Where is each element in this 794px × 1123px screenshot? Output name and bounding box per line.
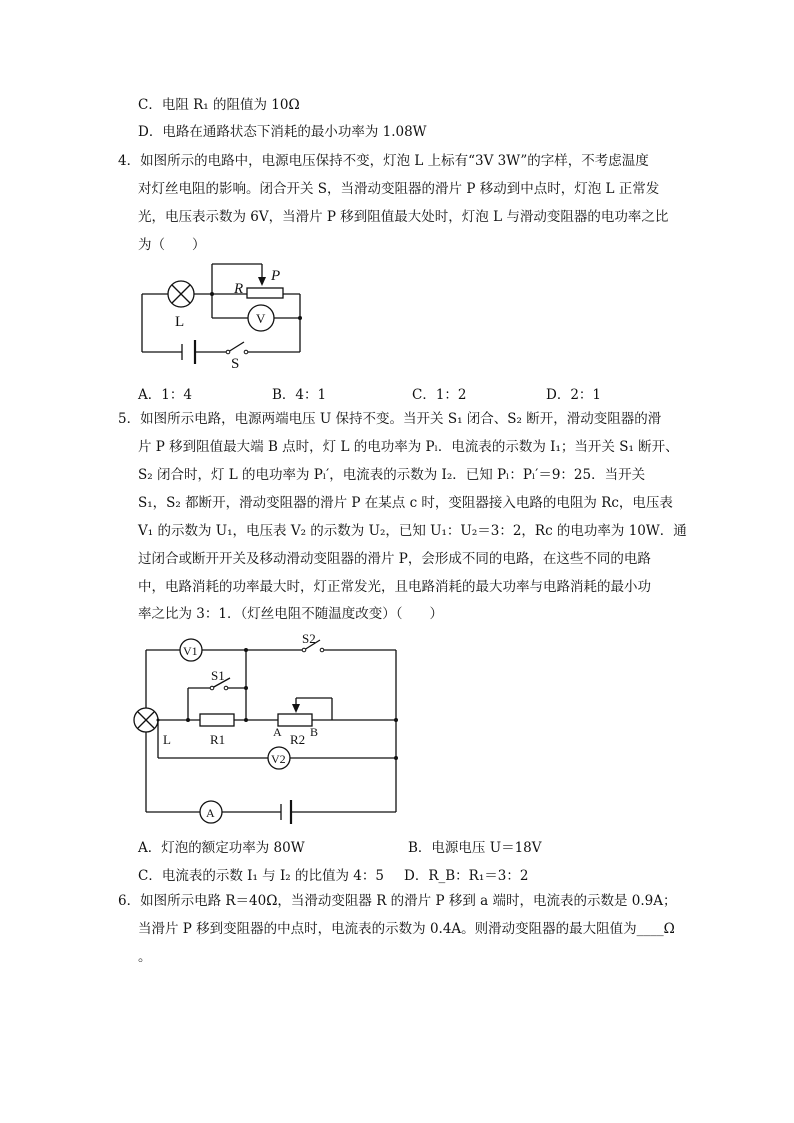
q5-label-a: A	[273, 725, 282, 739]
q5-option-d: D．R_B：R₁＝3：2	[404, 868, 529, 884]
q5-line-6: 过闭合或断开开关及移动滑动变阻器的滑片 P，会形成不同的电路，在这些不同的电路	[138, 551, 651, 567]
q6-line-2: 当滑片 P 移到变阻器的中点时，电流表的示数为 0.4A。则滑动变阻器的最大阻值为____Ω	[138, 921, 675, 937]
q5-line-7: 中，电路消耗的功率最大时，灯正常发光，且电路消耗的最大功率与电路消耗的最小功	[138, 579, 651, 595]
q5-line-8: 率之比为 3：1．（灯丝电阻不随温度改变）（ ）	[138, 606, 443, 622]
q5-option-c: C．电流表的示数 I₁ 与 I₂ 的比值为 4：5	[138, 868, 384, 884]
q5-label-s1: S1	[211, 668, 225, 683]
q5-line-1: 5．如图所示电路，电源两端电压 U 保持不变。当开关 S₁ 闭合、S₂ 断开，滑动变阻器的滑	[118, 411, 662, 427]
q4-label-s: S	[231, 356, 240, 372]
q4-label-v: V	[256, 311, 266, 326]
q5-label-v2: V2	[271, 752, 286, 766]
q5-line-3: S₂ 闭合时，灯 L 的电功率为 Pₗ′，电流表的示数为 I₂．已知 Pₗ：Pₗ′＝9：25．当开关	[138, 467, 646, 483]
q5-label-l: L	[163, 732, 171, 747]
q5-line-2: 片 P 移到阻值最大端 B 点时，灯 L 的电功率为 Pₗ．电流表的示数为 I₁；当开关 S₁ 断开、	[138, 439, 679, 455]
q4-line-1: 4．如图所示的电路中，电源电压保持不变，灯泡 L 上标有“3V 3W”的字样，不考虑温度	[118, 153, 649, 169]
q4-line-4: 为（ ）	[138, 237, 206, 253]
q4-option-c: C．1：2	[412, 387, 467, 403]
q4-label-r: R	[234, 281, 244, 297]
q4-label-p: P	[271, 268, 281, 284]
q5-option-b: B．电源电压 U＝18V	[408, 840, 542, 856]
q5-label-r1: R1	[210, 732, 226, 747]
q5-label-s2: S2	[302, 631, 316, 646]
q5-option-a: A．灯泡的额定功率为 80W	[138, 840, 305, 856]
q4-label-l: L	[175, 314, 185, 330]
q5-line-4: S₁，S₂ 都断开，滑动变阻器的滑片 P 在某点 c 时，变阻器接入电路的电阻为 Rc，电压表	[138, 495, 673, 511]
q3-option-c: C．电阻 R₁ 的阻值为 10Ω	[138, 97, 300, 113]
q4-option-d: D．2：1	[546, 387, 602, 403]
q5-line-5: V₁ 的示数为 U₁，电压表 V₂ 的示数为 U₂，已知 U₁：U₂＝3：2，Rc 的电功率为 10W．通	[138, 523, 687, 539]
q3-option-d: D．电路在通路状态下消耗的最小功率为 1.08W	[138, 124, 427, 140]
q4-line-3: 光，电压表示数为 6V，当滑片 P 移到阻值最大处时，灯泡 L 与滑动变阻器的电功率之比	[138, 209, 669, 225]
q4-line-2: 对灯丝电阻的影响。闭合开关 S，当滑动变阻器的滑片 P 移动到中点时，灯泡 L 正常发	[138, 181, 660, 197]
q6-line-1: 6．如图所示电路 R＝40Ω，当滑动变阻器 R 的滑片 P 移到 a 端时，电流表的示数是 0.9A；	[118, 893, 677, 909]
q5-label-ammeter: A	[206, 806, 215, 820]
q5-label-r2: R2	[290, 732, 306, 747]
q4-option-a: A．1：4	[138, 387, 192, 403]
q4-option-b: B．4：1	[272, 387, 327, 403]
q5-label-b: B	[310, 725, 319, 739]
q5-label-v1: V1	[183, 644, 198, 658]
q6-line-3: 。	[138, 949, 152, 965]
